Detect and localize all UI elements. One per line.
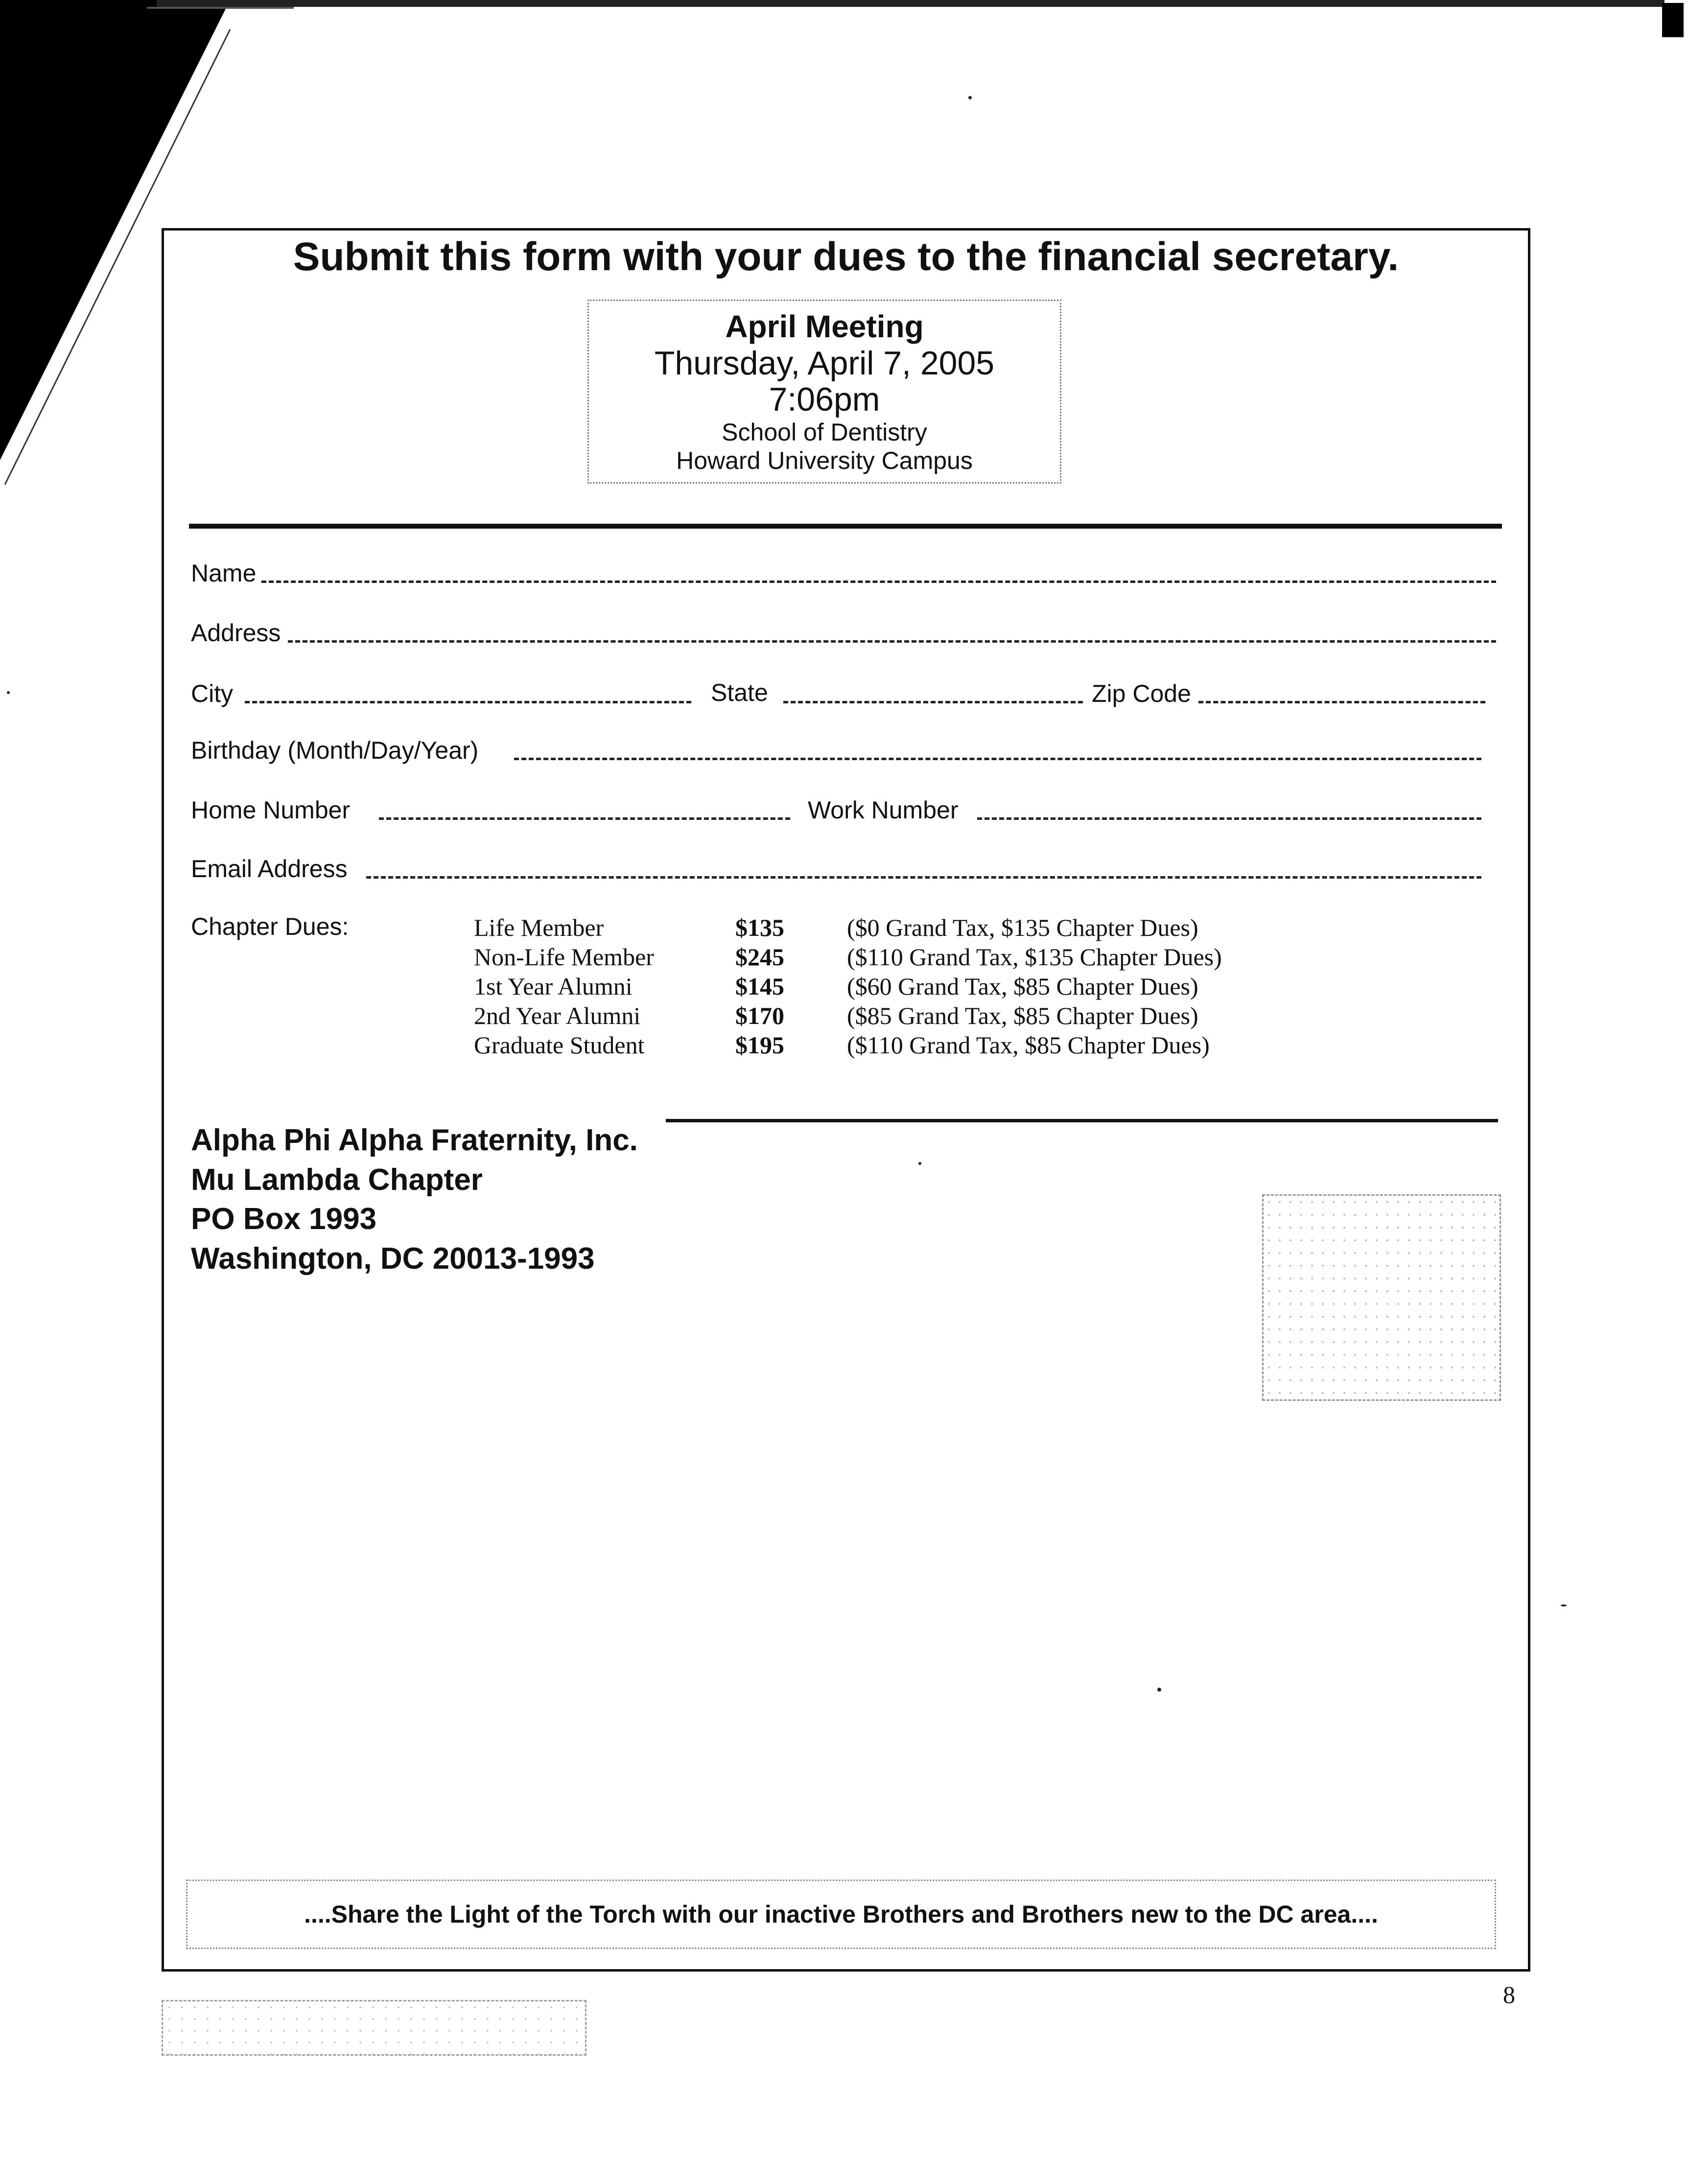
state-label: State bbox=[711, 679, 768, 706]
page-number: 8 bbox=[1503, 1981, 1515, 2008]
form-frame bbox=[162, 228, 1530, 1972]
scan-corner-mark bbox=[1662, 3, 1684, 37]
bottom-stamp-area bbox=[162, 2000, 586, 2056]
dues-breakdown: ($85 Grand Tax, $85 Chapter Dues) bbox=[847, 1002, 1198, 1029]
email-label: Email Address bbox=[191, 855, 348, 883]
email-field[interactable] bbox=[366, 876, 1481, 879]
address-field[interactable] bbox=[288, 640, 1496, 643]
slogan-box bbox=[186, 1880, 1496, 1949]
dues-breakdown: ($60 Grand Tax, $85 Chapter Dues) bbox=[847, 973, 1198, 1000]
mailing-address-city: Washington, DC 20013-1993 bbox=[191, 1241, 595, 1276]
meeting-title: April Meeting bbox=[725, 309, 924, 344]
dues-type: Graduate Student bbox=[474, 1031, 645, 1059]
mailing-address-po-box: PO Box 1993 bbox=[191, 1202, 377, 1236]
dues-type: Non-Life Member bbox=[474, 943, 654, 971]
form-instruction-heading: Submit this form with your dues to the financial secretary. bbox=[293, 234, 1399, 279]
dues-breakdown: ($110 Grand Tax, $135 Chapter Dues) bbox=[847, 943, 1222, 971]
state-field[interactable] bbox=[783, 701, 1083, 703]
work-number-label: Work Number bbox=[808, 796, 959, 824]
dues-amount: $135 bbox=[735, 914, 784, 941]
home-number-label: Home Number bbox=[191, 796, 351, 824]
mailing-address-chapter: Mu Lambda Chapter bbox=[191, 1162, 483, 1197]
scan-speck bbox=[7, 691, 10, 694]
scan-top-edge-streak bbox=[147, 7, 294, 9]
meeting-campus: Howard University Campus bbox=[676, 447, 973, 475]
city-label: City bbox=[191, 680, 234, 707]
birthday-field[interactable] bbox=[514, 758, 1481, 760]
slogan-text: ....Share the Light of the Torch with our inactive Brothers and Brothers new to the DC area.... bbox=[304, 1901, 1378, 1928]
zip-code-field[interactable] bbox=[1198, 701, 1485, 703]
address-label: Address bbox=[191, 619, 281, 647]
stamp-area bbox=[1262, 1194, 1501, 1401]
work-number-field[interactable] bbox=[977, 817, 1481, 820]
chapter-dues-label: Chapter Dues: bbox=[191, 913, 349, 940]
meeting-time: 7:06pm bbox=[769, 381, 880, 418]
address-divider bbox=[666, 1119, 1498, 1122]
city-field[interactable] bbox=[245, 701, 691, 703]
dues-type: 1st Year Alumni bbox=[474, 973, 633, 1000]
home-number-field[interactable] bbox=[379, 817, 790, 820]
birthday-label: Birthday (Month/Day/Year) bbox=[191, 737, 479, 764]
meeting-info-box bbox=[587, 300, 1061, 484]
scan-top-edge bbox=[157, 0, 1665, 7]
meeting-location: School of Dentistry bbox=[722, 418, 927, 446]
dues-breakdown: ($0 Grand Tax, $135 Chapter Dues) bbox=[847, 914, 1198, 941]
scan-speck bbox=[1561, 1604, 1567, 1606]
mailing-address bbox=[191, 1121, 638, 1278]
dues-type: Life Member bbox=[474, 914, 604, 941]
dues-amount: $245 bbox=[735, 943, 784, 971]
meeting-date: Thursday, April 7, 2005 bbox=[654, 344, 995, 382]
dues-amount: $170 bbox=[735, 1002, 784, 1029]
dues-type: 2nd Year Alumni bbox=[474, 1002, 641, 1029]
dues-breakdown: ($110 Grand Tax, $85 Chapter Dues) bbox=[847, 1031, 1210, 1059]
name-field[interactable] bbox=[261, 581, 1496, 583]
name-label: Name bbox=[191, 559, 257, 587]
mailing-address-org: Alpha Phi Alpha Fraternity, Inc. bbox=[191, 1123, 638, 1157]
scan-speck bbox=[968, 96, 972, 99]
zip-code-label: Zip Code bbox=[1092, 680, 1191, 707]
section-divider bbox=[189, 524, 1502, 529]
dues-amount: $195 bbox=[735, 1031, 784, 1059]
dues-amount: $145 bbox=[735, 973, 784, 1000]
